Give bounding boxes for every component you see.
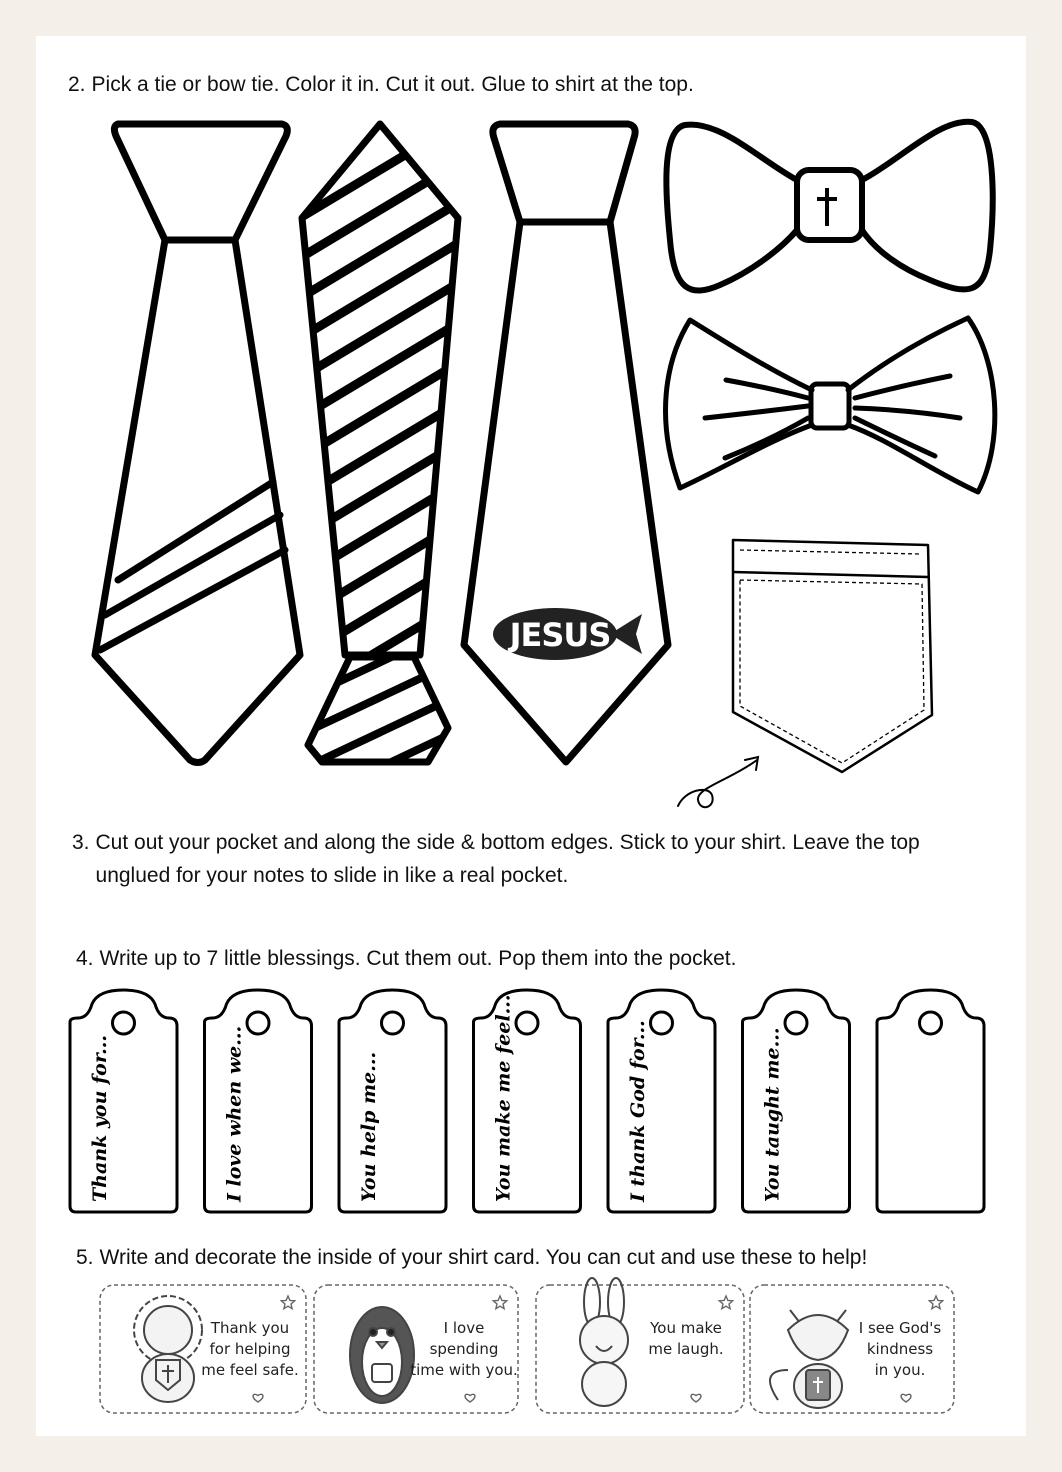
sticker-message-line: I see God's <box>858 1319 942 1337</box>
sticker-card-fox <box>750 1285 954 1413</box>
tag-prompt-text: I love when we... <box>223 1025 246 1202</box>
tag-prompt-text: You make me feel... <box>492 994 515 1202</box>
tag-prompt-text: You help me... <box>358 1051 380 1202</box>
sticker-card-penguin <box>314 1285 518 1413</box>
sticker-message-line: Thank you <box>210 1319 290 1337</box>
sticker-message-line: for helping <box>209 1340 291 1358</box>
sticker-message-line: me laugh. <box>648 1340 724 1358</box>
sticker-message-line: kindness <box>866 1340 934 1358</box>
sticker-message-line: in you. <box>874 1361 926 1379</box>
tag-prompt-text: You taught me... <box>761 1027 784 1202</box>
sticker-message-line: time with you. <box>410 1361 518 1379</box>
jesus-fish-text: JESUS <box>509 616 611 654</box>
sticker-message-line: You make <box>650 1319 722 1337</box>
step-2-instruction: 2. Pick a tie or bow tie. Color it in. Cut it out. Glue to shirt at the top. <box>68 73 694 96</box>
sticker-message-line: spending <box>429 1340 499 1358</box>
step-3-instruction: 3. Cut out your pocket and along the side & bottom edges. Stick to your shirt. Leave the top unglued for your notes to slide in like a real pocket. <box>72 831 920 887</box>
tag-prompt-text: I thank God for... <box>627 1020 649 1202</box>
sticker-message-line: I love <box>443 1319 485 1337</box>
penguin-illustration <box>350 1307 414 1403</box>
step-4-instruction: 4. Write up to 7 little blessings. Cut them out. Pop them into the pocket. <box>76 947 737 970</box>
sticker-message-line: me feel safe. <box>201 1361 299 1379</box>
tag-prompt-text: Thank you for... <box>89 1035 111 1202</box>
sticker-card-bunny <box>536 1278 744 1413</box>
sticker-card-lion <box>100 1285 306 1413</box>
step-5-instruction: 5. Write and decorate the inside of your shirt card. You can cut and use these to help! <box>76 1246 868 1269</box>
